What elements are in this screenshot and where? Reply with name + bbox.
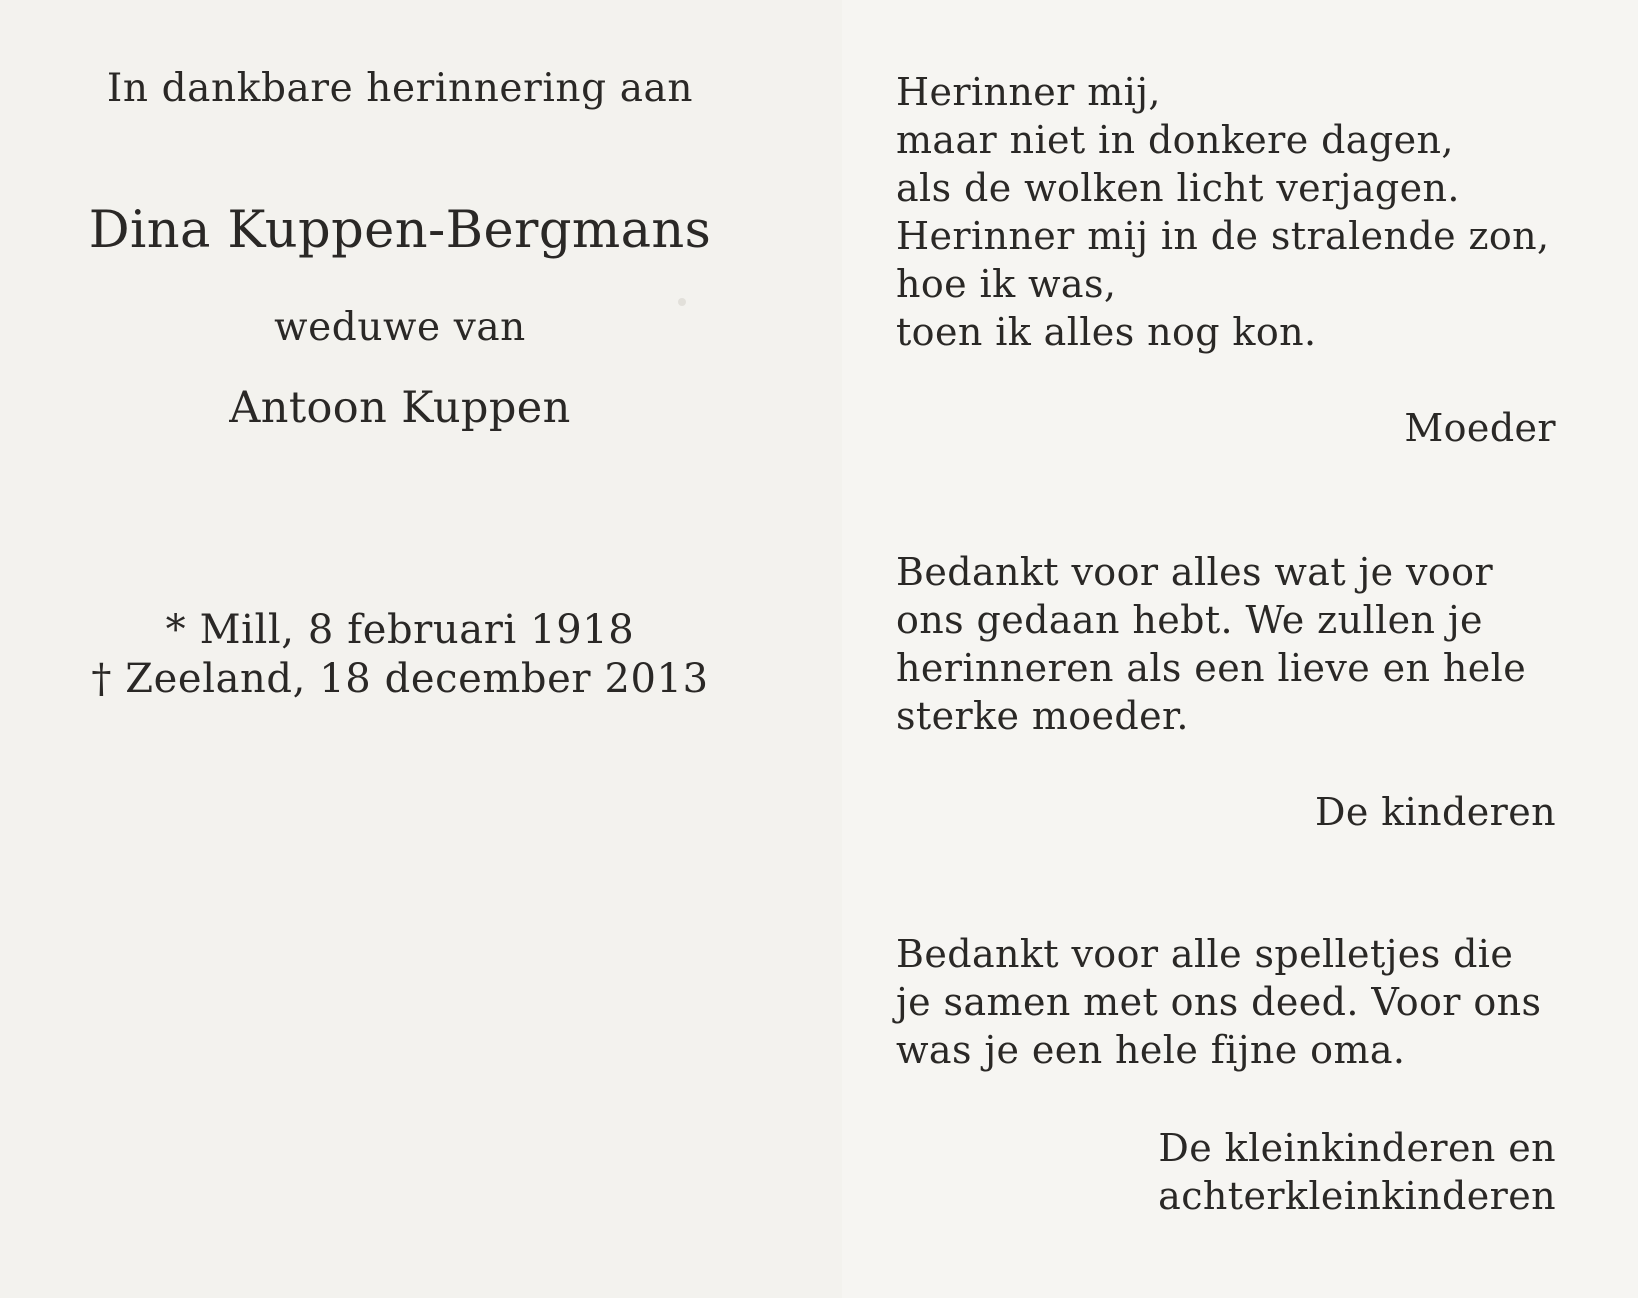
children-thanks [896, 548, 1526, 740]
signature-line: De kinderen [1314, 790, 1556, 834]
birth-line: * Mill, 8 februari 1918 [165, 607, 635, 653]
grandchildren-signature [1158, 1124, 1556, 1220]
spouse-name: Antoon Kuppen [229, 383, 571, 433]
poem-line: Herinner mij in de stralende zon, [896, 214, 1550, 258]
deceased-name: Dina Kuppen-Bergmans [88, 201, 712, 260]
thanks-line: je samen met ons deed. Voor ons [896, 980, 1542, 1024]
signature-line: De kleinkinderen en [1158, 1126, 1556, 1170]
poem-line: als de wolken licht verjagen. [896, 166, 1460, 210]
children-signature [1315, 788, 1556, 836]
widow-of-text: weduwe van [274, 305, 526, 350]
thanks-line: Bedankt voor alle spelletjes die [896, 932, 1514, 976]
thanks-line: sterke moeder. [896, 694, 1189, 738]
thanks-line: Bedankt voor alles wat je voor [896, 550, 1494, 594]
poem-line: Herinner mij, [896, 70, 1161, 114]
poem [896, 68, 1550, 356]
death-line: † Zeeland, 18 december 2013 [91, 656, 709, 702]
thanks-line: ons gedaan hebt. We zullen je [896, 598, 1483, 642]
paper-speck [678, 298, 686, 306]
thanks-line: was je een hele fijne oma. [896, 1028, 1406, 1072]
poem-signature [1404, 404, 1556, 452]
signature-line: achterkleinkinderen [1158, 1174, 1556, 1218]
thanks-line: herinneren als een lieve en hele [896, 646, 1527, 690]
grandchildren-thanks [896, 930, 1541, 1074]
poem-line: hoe ik was, [896, 262, 1117, 306]
intro-text: In dankbare herinnering aan [106, 66, 694, 111]
poem-line: maar niet in donkere dagen, [896, 118, 1454, 162]
poem-line: toen ik alles nog kon. [896, 310, 1317, 354]
signature-line: Moeder [1404, 406, 1556, 450]
